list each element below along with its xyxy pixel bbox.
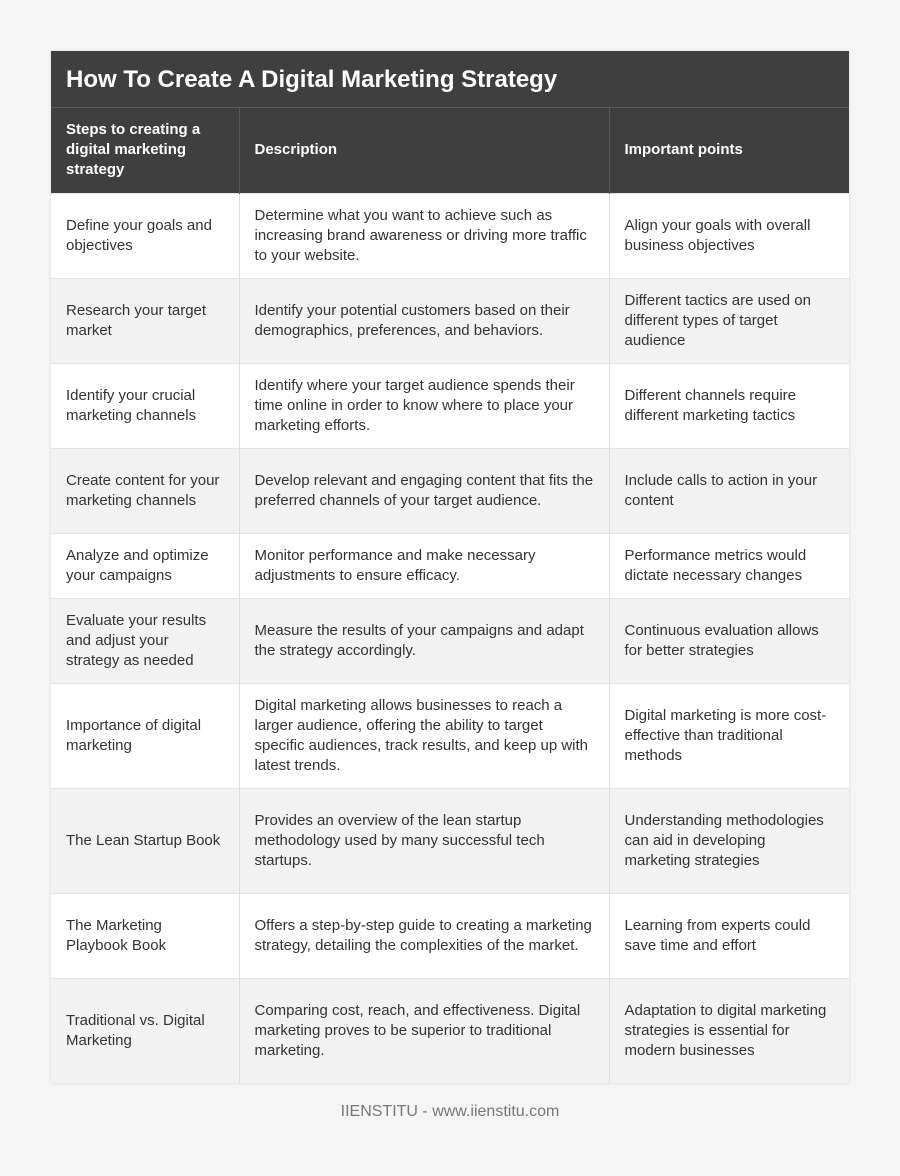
description-cell: Monitor performance and make necessary adjustments to ensure efficacy.	[239, 533, 609, 598]
table-row	[51, 448, 849, 533]
step-cell: Traditional vs. Digital Marketing	[51, 978, 239, 1083]
description-cell: Digital marketing allows businesses to reach a larger audience, offering the ability to target specific audiences, track results, and keep up with latest trends.	[239, 683, 609, 788]
table-row	[51, 533, 849, 598]
table-row	[51, 978, 849, 1083]
table-row	[51, 683, 849, 788]
table-header-row	[51, 108, 849, 193]
description-cell: Provides an overview of the lean startup methodology used by many successful tech startups.	[239, 788, 609, 893]
description-cell: Offers a step-by-step guide to creating a marketing strategy, detailing the complexities of the market.	[239, 893, 609, 978]
strategy-table-card	[51, 51, 849, 1083]
points-cell: Different channels require different marketing tactics	[609, 363, 849, 448]
points-cell: Learning from experts could save time and effort	[609, 893, 849, 978]
step-cell: The Lean Startup Book	[51, 788, 239, 893]
footer-credit: IIENSTITU - www.iienstitu.com	[340, 1103, 560, 1120]
description-cell: Identify your potential customers based on their demographics, preferences, and behaviors.	[239, 278, 609, 363]
strategy-table	[51, 108, 849, 1083]
points-cell: Align your goals with overall business objectives	[609, 193, 849, 278]
step-cell: Importance of digital marketing	[51, 683, 239, 788]
description-cell: Measure the results of your campaigns and adapt the strategy accordingly.	[239, 598, 609, 683]
header-steps: Steps to creating a digital marketing strategy	[51, 108, 239, 193]
description-cell: Comparing cost, reach, and effectiveness. Digital marketing proves to be superior to traditional marketing.	[239, 978, 609, 1083]
table-row	[51, 193, 849, 278]
step-cell: Identify your crucial marketing channels	[51, 363, 239, 448]
table-title: How To Create A Digital Marketing Strategy	[51, 51, 849, 108]
step-cell: Research your target market	[51, 278, 239, 363]
points-cell: Performance metrics would dictate necessary changes	[609, 533, 849, 598]
step-cell: Create content for your marketing channels	[51, 448, 239, 533]
step-cell: Analyze and optimize your campaigns	[51, 533, 239, 598]
points-cell: Adaptation to digital marketing strategies is essential for modern businesses	[609, 978, 849, 1083]
header-description: Description	[239, 108, 609, 193]
points-cell: Different tactics are used on different types of target audience	[609, 278, 849, 363]
step-cell: The Marketing Playbook Book	[51, 893, 239, 978]
table-row	[51, 598, 849, 683]
description-cell: Develop relevant and engaging content that fits the preferred channels of your target audience.	[239, 448, 609, 533]
points-cell: Understanding methodologies can aid in developing marketing strategies	[609, 788, 849, 893]
points-cell: Include calls to action in your content	[609, 448, 849, 533]
table-row	[51, 788, 849, 893]
points-cell: Digital marketing is more cost-effective than traditional methods	[609, 683, 849, 788]
description-cell: Determine what you want to achieve such as increasing brand awareness or driving more traffic to your website.	[239, 193, 609, 278]
step-cell: Evaluate your results and adjust your strategy as needed	[51, 598, 239, 683]
header-important-points: Important points	[609, 108, 849, 193]
table-row	[51, 278, 849, 363]
table-row	[51, 363, 849, 448]
points-cell: Continuous evaluation allows for better strategies	[609, 598, 849, 683]
step-cell: Define your goals and objectives	[51, 193, 239, 278]
table-row	[51, 893, 849, 978]
description-cell: Identify where your target audience spends their time online in order to know where to place your marketing efforts.	[239, 363, 609, 448]
